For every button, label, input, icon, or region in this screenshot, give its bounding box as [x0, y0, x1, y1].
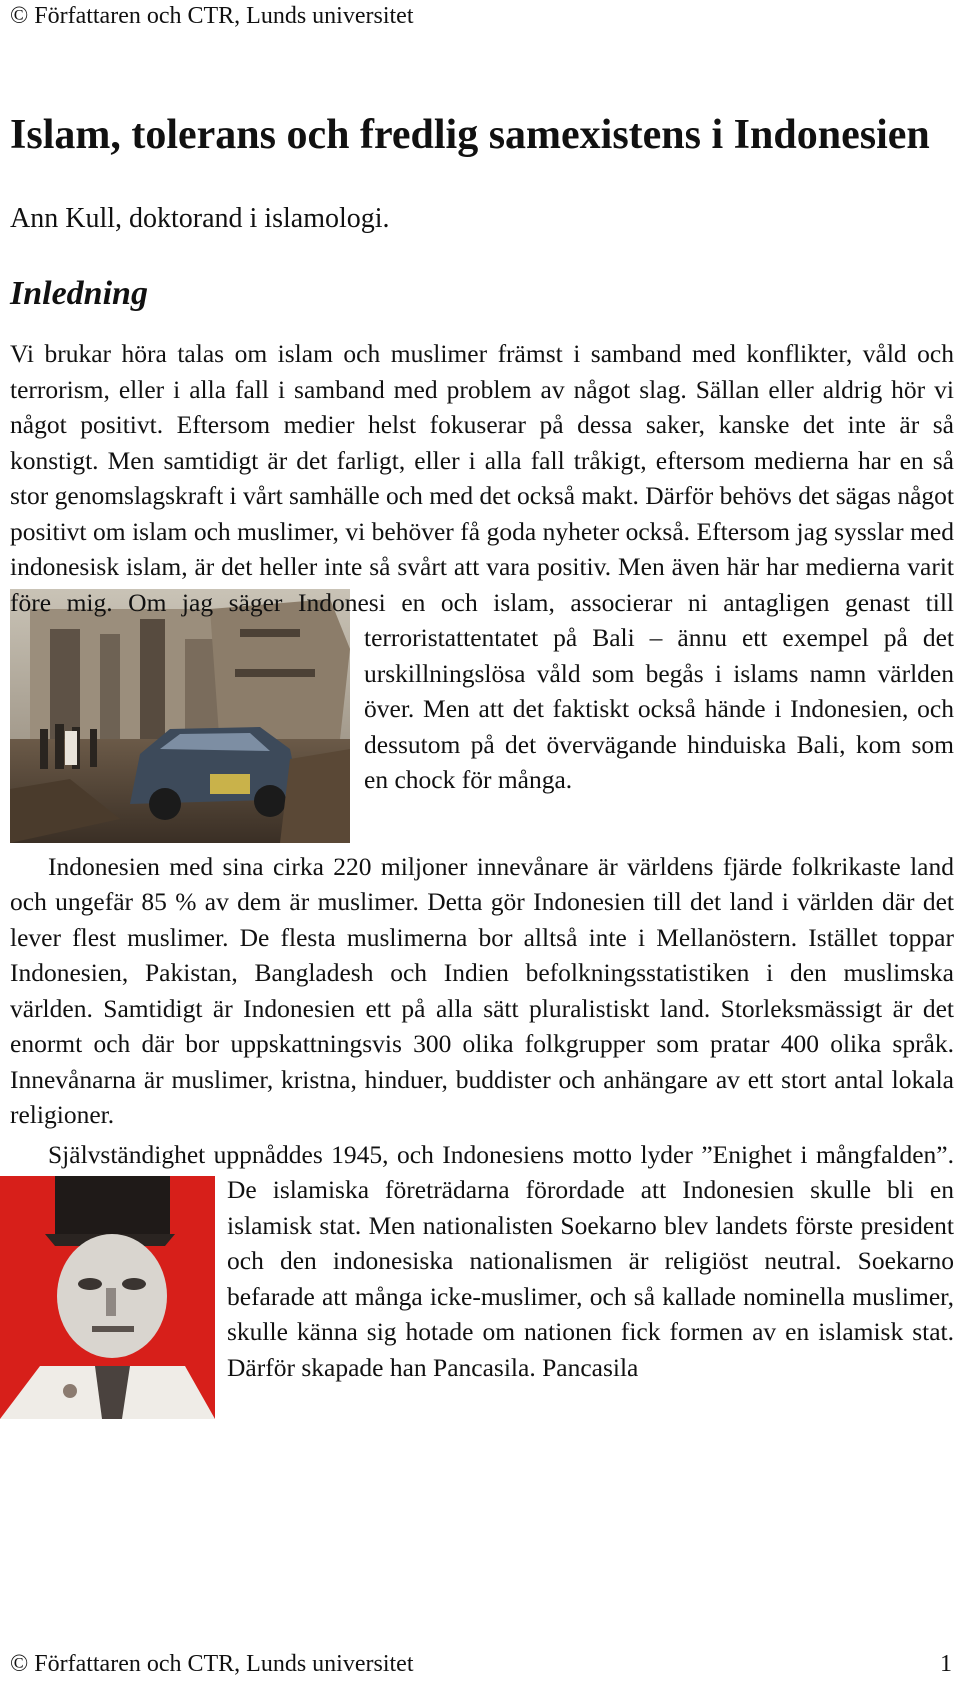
- paragraph-1-text-lead: Vi brukar höra talas om islam och muslimer främst i samband med konflikter, våld och terrorism, eller i alla fall i samband med problem av något slag. Sällan eller aldrig hör vi något positivt. Eftersom medier helst fokuserar på dessa saker, kanske det inte är så konstigt. Men samtidigt är det farligt, eller i alla fall tråkigt, eftersom medierna har en så stor genomslagskraft i vårt samhälle och med det också makt. Därför behövs det sägas något positivt om islam och muslimer, vi behöver få goda nyheter också. Eftersom jag sysslar med indonesisk islam, är det heller inte så svårt att vara positiv. Men även här har medierna varit före mig. Om jag säger Indonesi: [10, 339, 954, 617]
- paragraph-population: Indonesien med sina cirka 220 miljoner innevånare är världens fjärde folkrikaste land och ungefär 85 % av dem är muslimer. Detta gör Indonesien till det land i världen där det lever flest muslimer. De flesta muslimerna bor alltså inte i Mellanöstern. Istället toppar Indonesien, Pakistan, Bangladesh och Indien befolkningsstatistiken i den muslimska världen. Samtidigt är Indonesien ett på alla sätt pluralistiskt land. Storleksmässigt är det enormt och där bor uppskattningsvis 300 olika folkgrupper som pratar 400 olika språk. Innevånarna är muslimer, kristna, hinduer, buddister och anhängare av ett stort antal lokala religioner.: [10, 851, 954, 1129]
- footer-copyright: © Författaren och CTR, Lunds universitet: [10, 1651, 414, 1677]
- article-author: Ann Kull, doktorand i islamologi.: [10, 203, 390, 234]
- header-copyright: © Författaren och CTR, Lunds universitet: [10, 3, 414, 29]
- soekarno-portrait: [0, 1176, 215, 1419]
- paragraph-1-text: en och islam, associerar ni antagligen genast till terroristattentatet på Bali – ännu ett exempel på det urskillningslösa våld som begås i islams namn världen över. Men att det faktiskt också hände i Indonesien, och dessutom på det övervägande hinduiska Bali, kom som en chock för många.: [364, 587, 954, 794]
- paragraph-intro: [10, 336, 954, 798]
- article-title: Islam, tolerans och fredlig samexistens i Indonesien: [10, 112, 930, 158]
- bombed-building-photo: [10, 589, 350, 843]
- article: [10, 110, 954, 1423]
- page-number: 1: [940, 1651, 952, 1677]
- paragraph-3-first-line: Självständighet uppnåddes 1945, och Indonesiens motto lyder ”Enighet i: [48, 1139, 808, 1169]
- paragraph-3-continued: mångfalden”. De islamiska företrädarna förordade att Indonesien skulle bli en islamisk stat. Men nationalisten Soekarno blev landets förste president och den indonesiska nationalismen är religiöst neutral. Soekarno befarade att många icke-muslimer, och så kallade nominella muslimer, skulle känna sig hotade om nationen fick formen av en islamisk stat. Därför skapade han Pancasila. Pancasila: [227, 1139, 954, 1382]
- section-heading-inledning: Inledning: [10, 275, 148, 312]
- paragraph-independence: [10, 1137, 954, 1386]
